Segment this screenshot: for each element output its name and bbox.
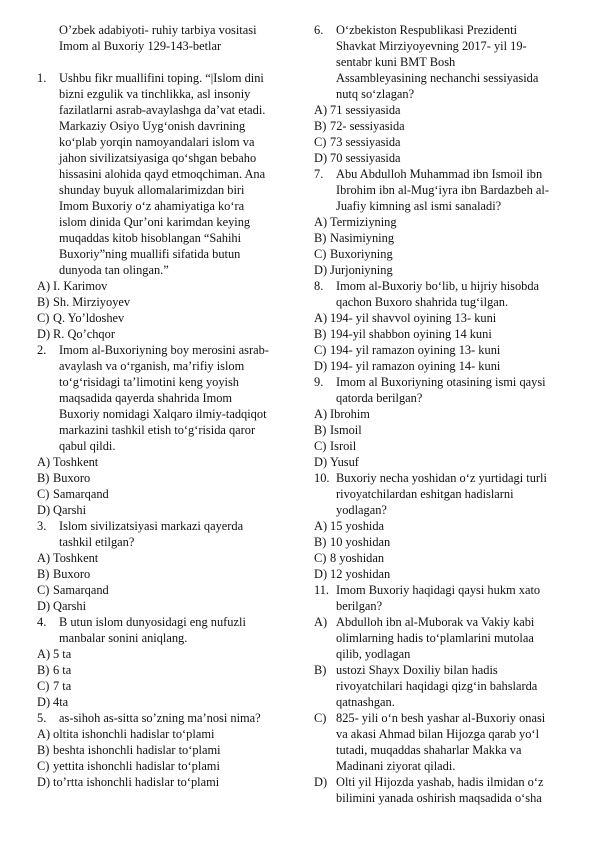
option-text-line: 73 sessiyasida bbox=[330, 135, 401, 149]
answer-option bbox=[37, 294, 297, 310]
option-letter: C) bbox=[314, 439, 327, 453]
option-text-line: Qarshi bbox=[53, 599, 87, 613]
question-text-line: maqsadida qayerda shahrida Imom bbox=[59, 391, 233, 405]
header-line: Imom al Buxoriy 129-143-betlar bbox=[59, 39, 222, 53]
option-text-line: Buxoriyning bbox=[330, 247, 393, 261]
question-text-line: bizni ezgulik va tinchlikka, asl insoniy bbox=[59, 87, 251, 101]
question-text-line: qatorda berilgan? bbox=[336, 391, 423, 405]
option-letter: A) bbox=[314, 615, 328, 629]
question-text-line: Imom Buxoriy haqidagi qaysi hukm xato bbox=[336, 583, 541, 597]
option-text-line: Yusuf bbox=[330, 455, 359, 469]
answer-option bbox=[37, 694, 297, 710]
option-letter: B) bbox=[37, 743, 50, 757]
option-text-line: oltita ishonchli hadislar to‘plami bbox=[53, 727, 215, 741]
option-text-line: Toshkent bbox=[53, 455, 99, 469]
option-letter: D) bbox=[314, 775, 328, 789]
option-letter: B) bbox=[314, 119, 327, 133]
option-text-line: bilimini yanada oshirish maqsadida o‘sha bbox=[336, 791, 542, 805]
question bbox=[314, 166, 582, 214]
answer-option bbox=[37, 774, 297, 790]
answer-option bbox=[37, 326, 297, 342]
answer-option bbox=[314, 310, 582, 326]
answer-option bbox=[314, 358, 582, 374]
option-text-line: yettita ishonchli hadislar to‘plami bbox=[53, 759, 220, 773]
option-letter: A) bbox=[314, 103, 328, 117]
answer-option bbox=[37, 598, 297, 614]
question bbox=[314, 278, 582, 310]
answer-option bbox=[314, 566, 582, 582]
question-text-line: islom dinida Qur’oni karimdan keying bbox=[59, 215, 251, 229]
answer-option bbox=[37, 726, 297, 742]
option-letter: B) bbox=[37, 663, 50, 677]
option-letter: A) bbox=[37, 455, 51, 469]
option-text-line: ustozi Shayx Doxiliy bilan hadis bbox=[336, 663, 498, 677]
option-text-line: tutadi, muqaddas shaharlar Makka va bbox=[336, 743, 522, 757]
option-text-line: Termiziyning bbox=[330, 215, 397, 229]
option-text-line: Buxoro bbox=[53, 567, 91, 581]
right-column bbox=[314, 22, 582, 806]
question-text-line: Islom sivilizatsiyasi markazi qayerda bbox=[59, 519, 244, 533]
option-text-line: Q. Yo’ldoshev bbox=[53, 311, 125, 325]
question-text-line: jahon sivilizatsiyasiga qo‘shgan bebaho bbox=[59, 151, 257, 165]
option-text-line: Ibrohim bbox=[330, 407, 370, 421]
question-text-line: qachon Buxoro shahrida tug‘ilgan. bbox=[336, 295, 509, 309]
option-letter: B) bbox=[37, 471, 50, 485]
option-letter: A) bbox=[37, 279, 51, 293]
option-letter: C) bbox=[314, 551, 327, 565]
answer-option bbox=[314, 438, 582, 454]
option-text-line: Abdulloh ibn al-Muborak va Vakiy kabi bbox=[336, 615, 535, 629]
option-text-line: Qarshi bbox=[53, 503, 87, 517]
option-letter: C) bbox=[37, 583, 50, 597]
option-text-line: Nasimiyning bbox=[330, 231, 395, 245]
question bbox=[37, 70, 297, 278]
answer-option bbox=[314, 214, 582, 230]
option-text-line: olimlarning hadis to‘plamlarini mutolaa bbox=[336, 631, 534, 645]
option-text-line: 5 ta bbox=[53, 647, 72, 661]
question-text-line: rivoyatchilardan eshitgan hadislarni bbox=[336, 487, 514, 501]
option-letter: D) bbox=[37, 599, 51, 613]
option-text-line: 194- yil shavvol oyining 13- kuni bbox=[330, 311, 497, 325]
option-letter: A) bbox=[314, 311, 328, 325]
header-line: O’zbek adabiyoti- ruhiy tarbiya vositasi bbox=[59, 23, 257, 37]
question-text-line: Ushbu fikr muallifini toping. “|Islom dini bbox=[59, 71, 264, 85]
question bbox=[314, 22, 582, 102]
option-text-line: 7 ta bbox=[53, 679, 72, 693]
option-letter: A) bbox=[37, 647, 51, 661]
question-text-line: manbalar sonini aniqlang. bbox=[59, 631, 188, 645]
question-text-line: avaylash va o‘rganish, ma’rifiy islom bbox=[59, 359, 245, 373]
answer-option bbox=[37, 678, 297, 694]
question-text-line: to‘g‘risidagi ta’limotini keng yoyish bbox=[59, 375, 239, 389]
answer-option bbox=[37, 550, 297, 566]
answer-option bbox=[37, 486, 297, 502]
question-text-line: Juafiy kimning asl ismi sanaladi? bbox=[336, 199, 502, 213]
question-number: 9. bbox=[314, 375, 324, 389]
answer-option bbox=[314, 102, 582, 118]
option-text-line: to’rtta ishonchli hadislar to‘plami bbox=[53, 775, 220, 789]
answer-option bbox=[314, 534, 582, 550]
option-letter: C) bbox=[314, 135, 327, 149]
question-number: 3. bbox=[37, 519, 47, 533]
question-text-line: Imom al Buxoriyning otasining ismi qaysi bbox=[336, 375, 546, 389]
question-text-line: fazilatlarni asrab-avaylashga da’vat etadi. bbox=[59, 103, 266, 117]
question-number: 7. bbox=[314, 167, 324, 181]
answer-option bbox=[37, 662, 297, 678]
question-text-line: qabul qildi. bbox=[59, 439, 116, 453]
question-text-line: ko‘plab yorqin namoyandalari islom va bbox=[59, 135, 255, 149]
option-text-line: Sh. Mirziyoyev bbox=[53, 295, 131, 309]
answer-option bbox=[314, 662, 582, 710]
option-text-line: 15 yoshida bbox=[330, 519, 385, 533]
option-text-line: 6 ta bbox=[53, 663, 72, 677]
option-letter: A) bbox=[314, 215, 328, 229]
option-text-line: va akasi Ahmad bilan Hijozga qarab yo‘l bbox=[336, 727, 540, 741]
answer-option bbox=[314, 518, 582, 534]
left-question-list bbox=[37, 70, 297, 790]
question bbox=[314, 470, 582, 518]
option-letter: C) bbox=[37, 487, 50, 501]
option-letter: B) bbox=[314, 231, 327, 245]
document-header bbox=[37, 22, 297, 54]
option-text-line: 194- yil ramazon oyining 14- kuni bbox=[330, 359, 501, 373]
question-number: 1. bbox=[37, 71, 47, 85]
option-text-line: Madinani ziyorat qiladi. bbox=[336, 759, 456, 773]
option-letter: A) bbox=[314, 407, 328, 421]
answer-option bbox=[314, 118, 582, 134]
answer-option bbox=[314, 614, 582, 662]
option-text-line: 10 yoshidan bbox=[330, 535, 391, 549]
question-text-line: nutq so‘zlagan? bbox=[336, 87, 415, 101]
option-letter: C) bbox=[314, 247, 327, 261]
question-text-line: markazini tashkil etish to‘g‘risida qaror bbox=[59, 423, 256, 437]
option-letter: D) bbox=[314, 263, 328, 277]
option-letter: D) bbox=[314, 359, 328, 373]
option-text-line: 71 sessiyasida bbox=[330, 103, 401, 117]
answer-option bbox=[314, 230, 582, 246]
option-letter: D) bbox=[37, 775, 51, 789]
question-text-line: tashkil etilgan? bbox=[59, 535, 135, 549]
answer-option bbox=[314, 454, 582, 470]
answer-option bbox=[37, 310, 297, 326]
option-text-line: 72- sessiyasida bbox=[330, 119, 405, 133]
question-text-line: hissasini alohida qayd etmoqchiman. Ana bbox=[59, 167, 266, 181]
option-text-line: Samarqand bbox=[53, 487, 109, 501]
option-text-line: 194- yil ramazon oyining 13- kuni bbox=[330, 343, 501, 357]
question-text-line: muqaddas kitob hisoblangan “Sahihi bbox=[59, 231, 242, 245]
option-letter: D) bbox=[37, 327, 51, 341]
question bbox=[314, 582, 582, 614]
option-text-line: rivoyatchilari haqidagi qizg‘in bahslarda bbox=[336, 679, 538, 693]
answer-option bbox=[37, 582, 297, 598]
right-question-list bbox=[314, 22, 582, 806]
option-letter: A) bbox=[314, 519, 328, 533]
question-text-line: Buxoriy necha yoshidan o‘z yurtidagi turli bbox=[336, 471, 547, 485]
option-letter: C) bbox=[37, 759, 50, 773]
answer-option bbox=[314, 326, 582, 342]
question bbox=[37, 614, 297, 646]
answer-option bbox=[314, 246, 582, 262]
left-column bbox=[37, 22, 297, 790]
question-text-line: Shavkat Mirziyoyevning 2017- yil 19- bbox=[336, 39, 527, 53]
question-text-line: as-sihoh as-sitta so’zning ma’nosi nima? bbox=[59, 711, 261, 725]
answer-option bbox=[314, 150, 582, 166]
question-text-line: dunyoda tan olingan.” bbox=[59, 263, 169, 277]
answer-option bbox=[37, 566, 297, 582]
option-text-line: R. Qo’chqor bbox=[53, 327, 115, 341]
option-text-line: Jurjoniyning bbox=[330, 263, 393, 277]
question-number: 6. bbox=[314, 23, 324, 37]
answer-option bbox=[37, 278, 297, 294]
question-text-line: berilgan? bbox=[336, 599, 383, 613]
question-text-line: Imom Buxoriy o‘z ahamiyatiga ko‘ra bbox=[59, 199, 245, 213]
answer-option bbox=[37, 742, 297, 758]
option-letter: B) bbox=[37, 295, 50, 309]
answer-option bbox=[314, 550, 582, 566]
option-letter: B) bbox=[314, 423, 327, 437]
option-text-line: Toshkent bbox=[53, 551, 99, 565]
answer-option bbox=[37, 646, 297, 662]
option-text-line: Buxoro bbox=[53, 471, 91, 485]
question-number: 5. bbox=[37, 711, 47, 725]
question-text-line: Markaziy Osiyo Uyg‘onish davrining bbox=[59, 119, 246, 133]
option-text-line: Ismoil bbox=[330, 423, 362, 437]
question-text-line: O‘zbekiston Respublikasi Prezidenti bbox=[336, 23, 518, 37]
answer-option bbox=[314, 262, 582, 278]
question-number: 11. bbox=[314, 583, 330, 597]
option-letter: B) bbox=[314, 663, 327, 677]
option-text-line: 4ta bbox=[53, 695, 69, 709]
option-text-line: Olti yil Hijozda yashab, hadis ilmidan o‘z bbox=[336, 775, 544, 789]
option-letter: B) bbox=[314, 535, 327, 549]
question-text-line: Assambleyasining nechanchi sessiyasida bbox=[336, 71, 539, 85]
answer-option bbox=[37, 502, 297, 518]
option-text-line: 194-yil shabbon oyining 14 kuni bbox=[330, 327, 492, 341]
answer-option bbox=[314, 134, 582, 150]
option-text-line: I. Karimov bbox=[53, 279, 108, 293]
option-text-line: qilib, yodlagan bbox=[336, 647, 411, 661]
option-text-line: Samarqand bbox=[53, 583, 109, 597]
option-letter: C) bbox=[314, 711, 327, 725]
question-text-line: Buxoriy nomidagi Xalqaro ilmiy-tadqiqot bbox=[59, 407, 267, 421]
answer-option bbox=[314, 406, 582, 422]
option-text-line: Isroil bbox=[330, 439, 357, 453]
option-text-line: 825- yili o‘n besh yashar al-Buxoriy onasi bbox=[336, 711, 546, 725]
question bbox=[314, 374, 582, 406]
question-text-line: Imom al-Buxoriy bo‘lib, u hijriy hisobda bbox=[336, 279, 540, 293]
option-text-line: beshta ishonchli hadislar to‘plami bbox=[53, 743, 221, 757]
option-letter: C) bbox=[37, 311, 50, 325]
question-number: 4. bbox=[37, 615, 47, 629]
question-text-line: Imom al-Buxoriyning boy merosini asrab- bbox=[59, 343, 269, 357]
option-text-line: 70 sessiyasida bbox=[330, 151, 401, 165]
option-text-line: qatnashgan. bbox=[336, 695, 395, 709]
question-text-line: Buxoriy”ning muallifi sifatida butun bbox=[59, 247, 241, 261]
option-letter: D) bbox=[37, 695, 51, 709]
question-text-line: shunday buyuk allomalarimizdan biri bbox=[59, 183, 245, 197]
answer-option bbox=[37, 758, 297, 774]
answer-option bbox=[37, 454, 297, 470]
answer-option bbox=[314, 342, 582, 358]
question-number: 2. bbox=[37, 343, 47, 357]
question-text-line: Abu Abdulloh Muhammad ibn Ismoil ibn bbox=[336, 167, 543, 181]
answer-option bbox=[314, 774, 582, 806]
question-text-line: yodlagan? bbox=[336, 503, 387, 517]
question bbox=[37, 518, 297, 550]
answer-option bbox=[314, 422, 582, 438]
option-letter: B) bbox=[37, 567, 50, 581]
question bbox=[37, 710, 297, 726]
answer-option bbox=[314, 710, 582, 774]
option-letter: C) bbox=[37, 679, 50, 693]
option-letter: A) bbox=[37, 727, 51, 741]
question-number: 8. bbox=[314, 279, 324, 293]
option-text-line: 8 yoshidan bbox=[330, 551, 385, 565]
option-letter: B) bbox=[314, 327, 327, 341]
option-text-line: 12 yoshidan bbox=[330, 567, 391, 581]
option-letter: C) bbox=[314, 343, 327, 357]
option-letter: D) bbox=[314, 567, 328, 581]
option-letter: D) bbox=[314, 455, 328, 469]
question-text-line: Ibrohim ibn al-Mug‘iyra ibn Bardazbeh al- bbox=[336, 183, 549, 197]
option-letter: A) bbox=[37, 551, 51, 565]
option-letter: D) bbox=[37, 503, 51, 517]
question-number: 10. bbox=[314, 471, 330, 485]
question-text-line: sentabr kuni BMT Bosh bbox=[336, 55, 456, 69]
question bbox=[37, 342, 297, 454]
option-letter: D) bbox=[314, 151, 328, 165]
question-text-line: B utun islom dunyosidagi eng nufuzli bbox=[59, 615, 246, 629]
answer-option bbox=[37, 470, 297, 486]
